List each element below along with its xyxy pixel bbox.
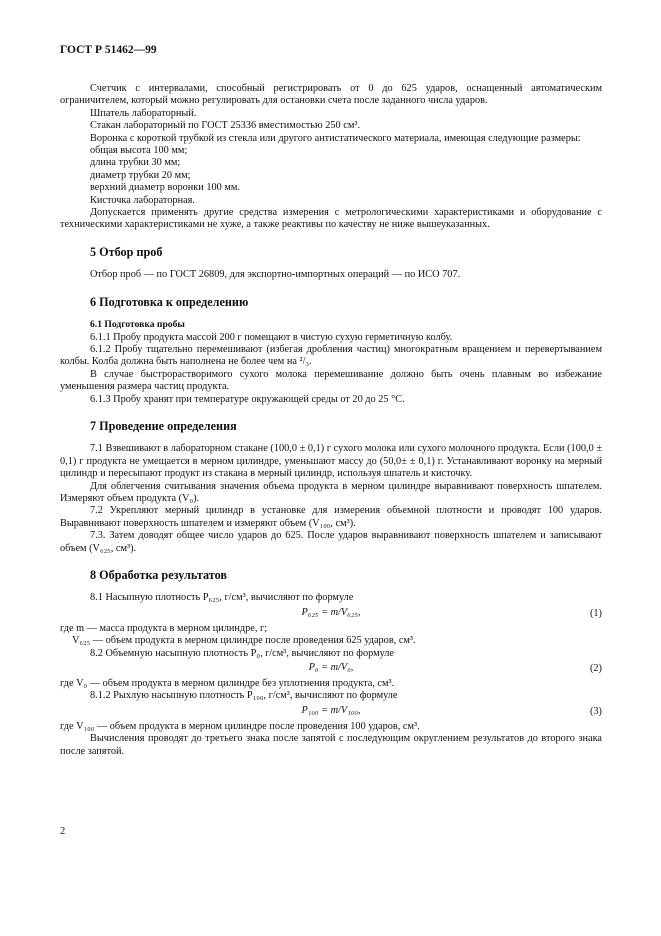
paragraph: Отбор проб — по ГОСТ 26809, для экспортно-импортных операций — по ИСО 707. — [90, 269, 461, 281]
where-clause: где V₁₀₀ — объем продукта в мерном цилиндре после проведения 100 ударов, см³. — [60, 720, 420, 732]
page-body — [60, 83, 602, 758]
formula-1 — [60, 607, 602, 622]
list-item: длина трубки 30 мм; — [90, 157, 181, 169]
paragraph: 7.2 Укрепляют мерный цилиндр в установке для измерения объемной плотности и проводят 100 ударов. Выравнивают поверхность шпателем и измеряют объем (V₁₀₀, см³). — [60, 505, 602, 529]
paragraph: 6.1.2 Пробу тщательно перемешивают (избегая дробления частиц) многократным вращением и перевертыванием колбы. Колба должна быть наполнена не более чем на ²/₃. — [60, 343, 602, 368]
subsection-6-1-title: 6.1 Подготовка пробы — [90, 319, 185, 331]
paragraph: Воронка с короткой трубкой из стекла или другого антистатического материала, имеющая следующие размеры: — [90, 132, 581, 144]
paragraph: 6.1.1 Пробу продукта массой 200 г помещают в чистую сухую герметичную колбу. — [90, 331, 453, 343]
section-5-title: 5 Отбор проб — [90, 244, 163, 259]
paragraph: Для облегчения считывания значения объема продукта в мерном цилиндре выравнивают поверхность шпателем. Измеряют объем продукта (V₀). — [60, 480, 602, 504]
where-clause: V₆₂₅ — объем продукта в мерном цилиндре после проведения 625 ударов, см³. — [72, 635, 416, 647]
list-item: общая высота 100 мм; — [90, 145, 188, 157]
paragraph: Кисточка лабораторная. — [90, 194, 195, 206]
formula-3 — [60, 705, 602, 720]
where-clause: где m — масса продукта в мерном цилиндре, г; — [60, 622, 268, 634]
formula-expression: P₆₂₅ = m/V₆₂₅, — [301, 606, 361, 618]
formula-2 — [60, 662, 602, 677]
paragraph: Счетчик с интервалами, способный регистрировать от 0 до 625 ударов, оснащенный автоматическим ограничителем, который можно регулировать для остановки счета после заданного числа ударов. — [60, 83, 602, 107]
page-number: 2 — [60, 826, 66, 837]
section-8-title: 8 Обработка результатов — [90, 568, 227, 582]
paragraph: 6.1.3 Пробу хранят при температуре окружающей среды от 20 до 25 °С. — [90, 393, 405, 405]
formula-number: (1) — [589, 607, 602, 619]
paragraph: Вычисления проводят до третьего знака после запятой с последующим округлением результатов до второго знака после запятой. — [60, 733, 602, 757]
paragraph: Стакан лабораторный по ГОСТ 25336 вместимостью 250 см³. — [90, 120, 361, 132]
section-6-title: 6 Подготовка к определению — [90, 294, 249, 309]
where-clause: где V₀ — объем продукта в мерном цилиндре без уплотнения продукта, см³. — [60, 678, 395, 690]
paragraph: 8.1 Насыпную плотность P₆₂₅, г/см³, вычисляют по формуле — [90, 592, 354, 604]
paragraph: 7.3. Затем доводят общее число ударов до 625. После ударов выравнивают поверхность шпателем и записывают объем (V₆₂₅, см³). — [60, 530, 602, 554]
formula-expression: P₀ = m/V₀, — [308, 662, 354, 674]
formula-expression: P₁₀₀ = m/V₁₀₀, — [301, 704, 361, 716]
paragraph: 8.1.2 Рыхлую насыпную плотность P₁₀₀, г/см³, вычисляют по формуле — [90, 690, 398, 702]
section-7-title: 7 Проведение определения — [90, 418, 237, 433]
formula-number: (3) — [589, 705, 602, 717]
document-header: ГОСТ Р 51462—99 — [60, 44, 157, 56]
formula-number: (2) — [589, 663, 602, 675]
paragraph: В случае быстрорастворимого сухого молока перемешивание должно быть очень плавным во избежание уменьшения размера частиц продукта. — [60, 368, 602, 393]
paragraph: 7.1 Взвешивают в лабораторном стакане (100,0 ± 0,1) г сухого молока или сухого молочного продукта. Если (100,0 ± 0,1) г продукта не умещается в мерном цилиндре, уменьшают массу до (50,0± ± 0,1) г. Устанавливают воронку на мерный цилиндр и пересыпают продукт из стакана в мерный цилиндр, используя шпатель и кисточку. — [60, 443, 602, 480]
paragraph: 8.2 Объемную насыпную плотность P₀, г/см³, вычисляют по формуле — [90, 647, 395, 659]
paragraph: Допускается применять другие средства измерения с метрологическими характеристиками и оборудование с техническими характеристиками не хуже, а также реактивы по качеству не ниже вышеуказанных. — [60, 207, 602, 231]
list-item: верхний диаметр воронки 100 мм. — [90, 182, 240, 194]
equipment-list — [60, 83, 602, 232]
paragraph: Шпатель лабораторный. — [90, 107, 197, 119]
list-item: диаметр трубки 20 мм; — [90, 169, 191, 181]
